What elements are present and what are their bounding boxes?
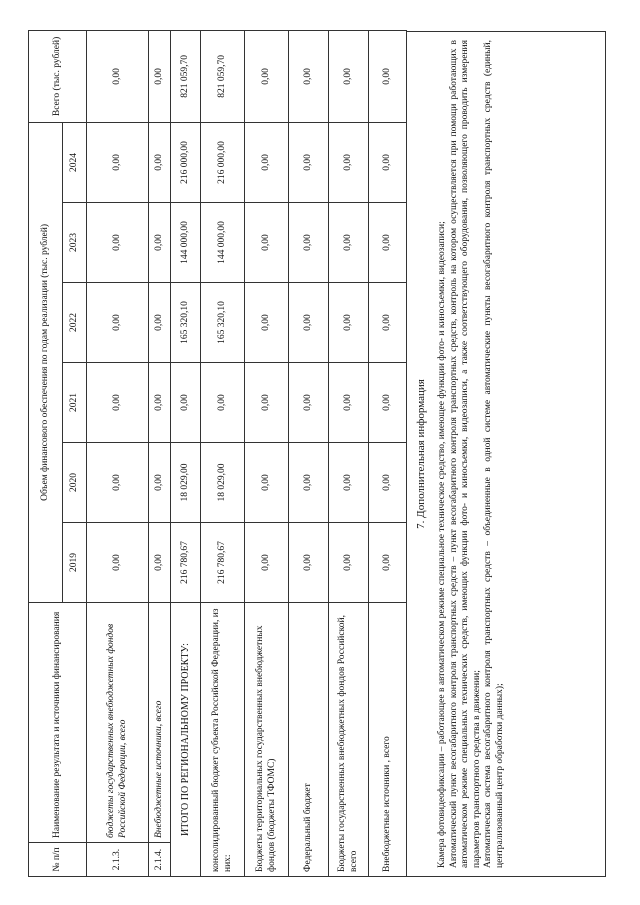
- year-value: 0,00: [201, 363, 245, 443]
- year-value: 144 000,00: [171, 203, 201, 283]
- year-value: 165 320,10: [201, 283, 245, 363]
- row-number: 2.1.3.: [87, 843, 149, 877]
- rotated-content: [28, 31, 606, 877]
- year-value: 0,00: [289, 203, 329, 283]
- table-row: [87, 30, 149, 876]
- row-total: 0,00: [369, 30, 407, 122]
- row-name: ИТОГО ПО РЕГИОНАЛЬНОМУ ПРОЕКТУ:: [171, 603, 201, 877]
- info-paragraph: Автоматический пункт весогабаритного контроля транспортных средств – пункт весогабаритного контроля транспортных средств, контроль на котором осуществляется при помощи работающих в автоматическом режиме специальных технических средств, имеющих функции фото- и киносъемки, видеозаписи, а также соответствующего оборудования, позволяющего проводить измерения параметров транспортного средства в движении;: [448, 40, 482, 868]
- row-name: Бюджеты государственных внебюджетных фондов Российской, всего: [329, 603, 369, 877]
- row-name: Бюджеты территориальных государственных внебюджетных фондов (бюджеты ТФОМС): [245, 603, 289, 877]
- table-row: [149, 30, 171, 876]
- year-value: 0,00: [87, 443, 149, 523]
- row-total: 821 059,70: [201, 30, 245, 122]
- year-value: 165 320,10: [171, 283, 201, 363]
- year-value: 0,00: [149, 203, 171, 283]
- row-total: 0,00: [329, 30, 369, 122]
- year-value: 0,00: [369, 122, 407, 202]
- year-value: 0,00: [289, 523, 329, 603]
- year-value: 0,00: [245, 203, 289, 283]
- year-value: 216 780,67: [171, 523, 201, 603]
- year-header: 2020: [63, 443, 87, 523]
- year-value: 144 000,00: [201, 203, 245, 283]
- row-name: Федеральный бюджет: [289, 603, 329, 877]
- year-value: 216 000,00: [201, 122, 245, 202]
- row-total: 0,00: [289, 30, 329, 122]
- year-value: 18 029,00: [201, 443, 245, 523]
- year-value: 0,00: [87, 363, 149, 443]
- year-value: 0,00: [289, 443, 329, 523]
- table-row: [329, 30, 369, 876]
- info-paragraph: Автоматическая система весогабаритного контроля транспортных средств – объединенные в одной системе автоматические пункты весогабаритного контроля транспортных средств (единый, централизованный центр обработки данных);: [483, 40, 505, 868]
- year-value: 0,00: [289, 122, 329, 202]
- year-header: 2019: [63, 523, 87, 603]
- info-paragraph: Камера фотовидеофиксации – работающее в автоматическом режиме специальное техническое средство, имеющее функции фото- и киносъемки, видеозаписи;: [437, 221, 447, 868]
- row-total: 821 059,70: [171, 30, 201, 122]
- year-value: 0,00: [245, 523, 289, 603]
- year-value: 0,00: [149, 122, 171, 202]
- row-total: 0,00: [245, 30, 289, 122]
- table-row: [369, 30, 407, 876]
- year-value: 0,00: [87, 283, 149, 363]
- row-total: 0,00: [87, 30, 149, 122]
- year-value: 216 000,00: [171, 122, 201, 202]
- year-value: 0,00: [369, 523, 407, 603]
- row-name: Внебюджетные источники , всего: [369, 603, 407, 877]
- year-value: 0,00: [329, 443, 369, 523]
- year-header: 2022: [63, 283, 87, 363]
- year-value: 216 780,67: [201, 523, 245, 603]
- year-value: 0,00: [87, 203, 149, 283]
- name-column-header: Наименование результата и источники финансирования: [29, 603, 87, 843]
- volume-column-header: Объем финансового обеспечения по годам реализации (тыс. рублей): [29, 122, 63, 602]
- table-row: [171, 30, 201, 876]
- year-value: 0,00: [369, 203, 407, 283]
- section-title: 7. Дополнительная информация: [415, 379, 427, 529]
- row-number: 2.1.4.: [149, 843, 171, 877]
- year-value: 0,00: [289, 283, 329, 363]
- table-row: [245, 30, 289, 876]
- year-header: 2023: [63, 203, 87, 283]
- total-column-header: Всего (тыс. рублей): [29, 30, 87, 122]
- year-value: 0,00: [245, 363, 289, 443]
- year-value: 0,00: [369, 363, 407, 443]
- row-name: консолидированный бюджет субъекта Российской Федерации, из них:: [201, 603, 245, 877]
- table-row: [201, 30, 245, 876]
- year-value: 0,00: [87, 122, 149, 202]
- year-value: 0,00: [329, 203, 369, 283]
- additional-info-section: [406, 31, 606, 877]
- year-value: 0,00: [149, 363, 171, 443]
- year-value: 0,00: [289, 363, 329, 443]
- row-total: 0,00: [149, 30, 171, 122]
- year-value: 0,00: [369, 283, 407, 363]
- header-row: [29, 30, 63, 876]
- year-header: 2021: [63, 363, 87, 443]
- year-header: 2024: [63, 122, 87, 202]
- year-value: 18 029,00: [171, 443, 201, 523]
- year-value: 0,00: [329, 363, 369, 443]
- year-value: 0,00: [329, 523, 369, 603]
- year-value: 0,00: [171, 363, 201, 443]
- year-value: 0,00: [369, 443, 407, 523]
- year-value: 0,00: [329, 283, 369, 363]
- year-value: 0,00: [149, 443, 171, 523]
- year-value: 0,00: [149, 523, 171, 603]
- num-column-header: № п/п: [29, 843, 87, 877]
- financing-table: [28, 30, 407, 877]
- year-value: 0,00: [245, 283, 289, 363]
- row-name: бюджеты государственных внебюджетных фондов Российской Федерации, всего: [87, 603, 149, 843]
- year-value: 0,00: [329, 122, 369, 202]
- year-value: 0,00: [245, 122, 289, 202]
- year-value: 0,00: [149, 283, 171, 363]
- table-row: [289, 30, 329, 876]
- row-name: Внебюджетные источники, всего: [149, 603, 171, 843]
- year-value: 0,00: [245, 443, 289, 523]
- year-value: 0,00: [87, 523, 149, 603]
